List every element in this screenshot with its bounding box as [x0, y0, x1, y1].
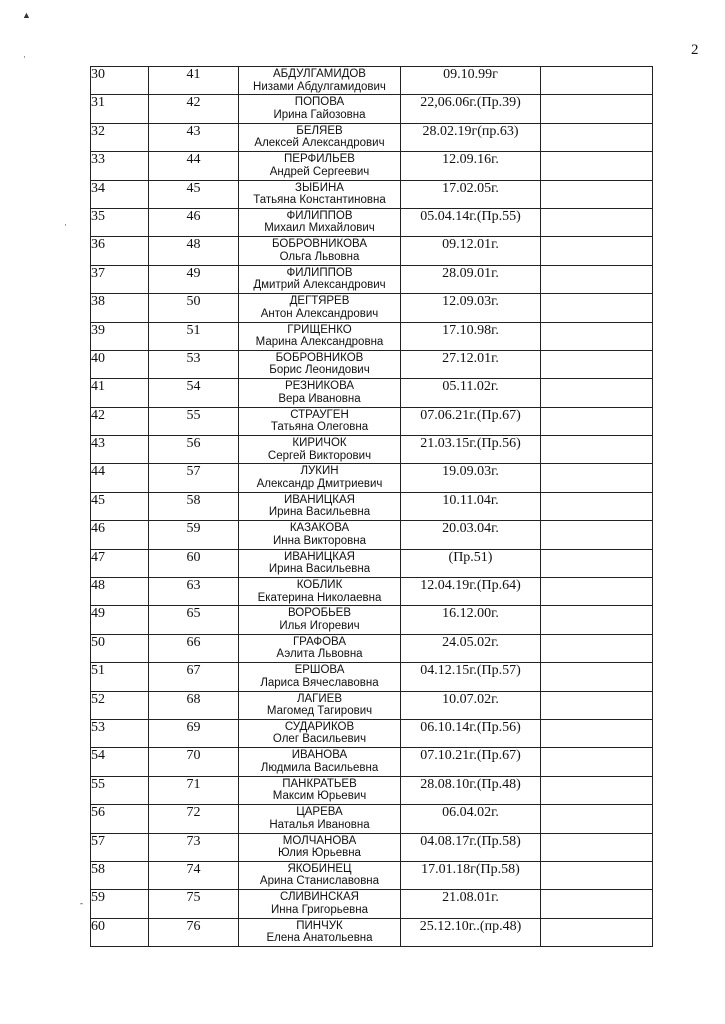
record-id-cell: 71: [149, 776, 239, 804]
empty-cell: [541, 634, 653, 662]
person-name-cell: [239, 208, 401, 236]
page-number: 2: [691, 42, 699, 58]
row-number-cell: 32: [91, 123, 149, 151]
date-cell: 12.04.19г.(Пр.64): [401, 578, 541, 606]
record-id-cell: 72: [149, 805, 239, 833]
record-id-cell: 43: [149, 123, 239, 151]
given-names: Дмитрий Александрович: [253, 279, 386, 292]
empty-cell: [541, 663, 653, 691]
empty-cell: [541, 861, 653, 889]
surname: СТРАУГЕН: [290, 408, 349, 421]
table-row: [91, 407, 653, 435]
record-id-cell: 42: [149, 95, 239, 123]
surname: РЕЗНИКОВА: [284, 380, 355, 393]
empty-cell: [541, 805, 653, 833]
date-cell: 21.08.01г.: [401, 890, 541, 918]
surname: ФИЛИППОВ: [286, 209, 353, 222]
record-id-cell: 54: [149, 379, 239, 407]
table-row: [91, 123, 653, 151]
given-names: Арина Станиславовна: [259, 875, 380, 888]
table-row: [91, 322, 653, 350]
surname: ВОРОБЬЕВ: [287, 607, 352, 620]
person-name-cell: [239, 691, 401, 719]
empty-cell: [541, 350, 653, 378]
date-cell: 07.06.21г.(Пр.67): [401, 407, 541, 435]
table-row: [91, 208, 653, 236]
empty-cell: [541, 152, 653, 180]
given-names: Алексей Александрович: [254, 137, 385, 150]
table-row: [91, 521, 653, 549]
given-names: Вера Ивановна: [278, 392, 361, 405]
row-number-cell: 40: [91, 350, 149, 378]
table-row: [91, 691, 653, 719]
given-names: Олег Васильевич: [272, 733, 367, 746]
person-name-cell: [239, 407, 401, 435]
row-number-cell: 37: [91, 265, 149, 293]
row-number-cell: 60: [91, 918, 149, 946]
given-names: Максим Юрьевич: [272, 790, 367, 803]
record-id-cell: 66: [149, 634, 239, 662]
empty-cell: [541, 180, 653, 208]
person-name-cell: [239, 805, 401, 833]
table-row: [91, 776, 653, 804]
empty-cell: [541, 294, 653, 322]
register-table: [90, 66, 653, 947]
table-row: [91, 634, 653, 662]
surname: БОБРОВНИКОВ: [275, 351, 364, 364]
table-row: [91, 719, 653, 747]
row-number-cell: 58: [91, 861, 149, 889]
given-names: Лариса Вячеславовна: [260, 676, 379, 689]
date-cell: 05.11.02г.: [401, 379, 541, 407]
row-number-cell: 54: [91, 748, 149, 776]
row-number-cell: 35: [91, 208, 149, 236]
scan-speck: ▲: [22, 10, 31, 20]
surname: КОБЛИК: [296, 579, 343, 592]
record-id-cell: 68: [149, 691, 239, 719]
empty-cell: [541, 95, 653, 123]
row-number-cell: 36: [91, 237, 149, 265]
row-number-cell: 30: [91, 67, 149, 95]
date-cell: 17.10.98г.: [401, 322, 541, 350]
surname: ГРИЩЕНКО: [287, 323, 352, 336]
empty-cell: [541, 776, 653, 804]
table-row: [91, 464, 653, 492]
given-names: Татьяна Константиновна: [253, 194, 386, 207]
row-number-cell: 55: [91, 776, 149, 804]
given-names: Ирина Васильевна: [268, 563, 371, 576]
table-row: [91, 152, 653, 180]
person-name-cell: [239, 890, 401, 918]
row-number-cell: 43: [91, 436, 149, 464]
record-id-cell: 56: [149, 436, 239, 464]
table-row: [91, 549, 653, 577]
person-name-cell: [239, 436, 401, 464]
date-cell: 05.04.14г.(Пр.55): [401, 208, 541, 236]
person-name-cell: [239, 464, 401, 492]
surname: СУДАРИКОВ: [284, 720, 355, 733]
surname: ЦАРЕВА: [296, 806, 343, 819]
empty-cell: [541, 407, 653, 435]
record-id-cell: 74: [149, 861, 239, 889]
record-id-cell: 45: [149, 180, 239, 208]
surname: АБДУЛГАМИДОВ: [273, 68, 366, 80]
person-name-cell: [239, 322, 401, 350]
record-id-cell: 41: [149, 67, 239, 95]
given-names: Низами Абдулгамидович: [253, 80, 386, 93]
surname: ПАНКРАТЬЕВ: [282, 777, 357, 790]
given-names: Наталья Ивановна: [269, 818, 370, 831]
person-name-cell: [239, 549, 401, 577]
person-name-cell: [239, 776, 401, 804]
record-id-cell: 55: [149, 407, 239, 435]
table-row: [91, 294, 653, 322]
row-number-cell: 31: [91, 95, 149, 123]
date-cell: 07.10.21г.(Пр.67): [401, 748, 541, 776]
surname: КИРИЧОК: [292, 437, 347, 450]
empty-cell: [541, 833, 653, 861]
record-id-cell: 76: [149, 918, 239, 946]
surname: ИВАНИЦКАЯ: [284, 493, 355, 506]
row-number-cell: 41: [91, 379, 149, 407]
given-names: Александр Дмитриевич: [256, 477, 383, 490]
empty-cell: [541, 265, 653, 293]
surname: СЛИВИНСКАЯ: [280, 891, 359, 904]
person-name-cell: [239, 833, 401, 861]
row-number-cell: 48: [91, 578, 149, 606]
given-names: Елена Анатольевна: [266, 932, 373, 945]
table-row: [91, 833, 653, 861]
table-row: [91, 67, 653, 95]
person-name-cell: [239, 521, 401, 549]
date-cell: 12.09.03г.: [401, 294, 541, 322]
empty-cell: [541, 379, 653, 407]
person-name-cell: [239, 123, 401, 151]
empty-cell: [541, 748, 653, 776]
row-number-cell: 56: [91, 805, 149, 833]
person-name-cell: [239, 861, 401, 889]
date-cell: 21.03.15г.(Пр.56): [401, 436, 541, 464]
row-number-cell: 34: [91, 180, 149, 208]
record-id-cell: 63: [149, 578, 239, 606]
row-number-cell: 49: [91, 606, 149, 634]
record-id-cell: 46: [149, 208, 239, 236]
row-number-cell: 33: [91, 152, 149, 180]
surname: БОБРОВНИКОВА: [272, 238, 367, 251]
given-names: Людмила Васильевна: [260, 761, 379, 774]
surname: ДЕГТЯРЕВ: [289, 295, 350, 308]
row-number-cell: 51: [91, 663, 149, 691]
given-names: Инна Григорьевна: [271, 903, 368, 916]
person-name-cell: [239, 237, 401, 265]
empty-cell: [541, 549, 653, 577]
date-cell: 28.08.10г.(Пр.48): [401, 776, 541, 804]
person-name-cell: [239, 152, 401, 180]
given-names: Аэлита Львовна: [276, 648, 363, 661]
person-name-cell: [239, 634, 401, 662]
record-id-cell: 67: [149, 663, 239, 691]
record-id-cell: 59: [149, 521, 239, 549]
row-number-cell: 45: [91, 492, 149, 520]
date-cell: 27.12.01г.: [401, 350, 541, 378]
empty-cell: [541, 719, 653, 747]
surname: КАЗАКОВА: [289, 522, 350, 535]
empty-cell: [541, 492, 653, 520]
person-name-cell: [239, 918, 401, 946]
surname: МОЛЧАНОВА: [282, 834, 357, 847]
record-id-cell: 48: [149, 237, 239, 265]
record-id-cell: 65: [149, 606, 239, 634]
given-names: Екатерина Николаевна: [257, 591, 382, 604]
empty-cell: [541, 890, 653, 918]
surname: ПИНЧУК: [296, 919, 343, 932]
record-id-cell: 51: [149, 322, 239, 350]
empty-cell: [541, 123, 653, 151]
table-row: [91, 578, 653, 606]
surname: ИВАНИЦКАЯ: [284, 550, 355, 563]
date-cell: 24.05.02г.: [401, 634, 541, 662]
surname: ЗЫБИНА: [295, 181, 344, 194]
record-id-cell: 70: [149, 748, 239, 776]
empty-cell: [541, 691, 653, 719]
table-row: [91, 805, 653, 833]
date-cell: (Пр.51): [401, 549, 541, 577]
record-id-cell: 73: [149, 833, 239, 861]
given-names: Андрей Сергеевич: [269, 165, 370, 178]
row-number-cell: 44: [91, 464, 149, 492]
surname: ЕРШОВА: [294, 664, 345, 677]
table-row: [91, 350, 653, 378]
person-name-cell: [239, 265, 401, 293]
table-row: [91, 379, 653, 407]
surname: ПОПОВА: [294, 96, 345, 109]
given-names: Юлия Юрьевна: [278, 847, 361, 860]
table-row: [91, 492, 653, 520]
date-cell: 25.12.10г..(пр.48): [401, 918, 541, 946]
given-names: Магомед Тагирович: [266, 705, 373, 718]
row-number-cell: 59: [91, 890, 149, 918]
surname: БЕЛЯЕВ: [296, 124, 343, 137]
empty-cell: [541, 464, 653, 492]
table-row: [91, 95, 653, 123]
given-names: Ольга Львовна: [279, 250, 360, 263]
empty-cell: [541, 606, 653, 634]
given-names: Ирина Васильевна: [268, 506, 371, 519]
empty-cell: [541, 67, 653, 95]
given-names: Михаил Михайлович: [264, 222, 375, 235]
date-cell: 06.10.14г.(Пр.56): [401, 719, 541, 747]
given-names: Илья Игоревич: [279, 619, 360, 632]
given-names: Марина Александровна: [255, 336, 384, 349]
person-name-cell: [239, 180, 401, 208]
table-row: [91, 890, 653, 918]
person-name-cell: [239, 748, 401, 776]
date-cell: 17.02.05г.: [401, 180, 541, 208]
surname: ЛУКИН: [300, 465, 339, 478]
date-cell: 06.04.02г.: [401, 805, 541, 833]
date-cell: 10.07.02г.: [401, 691, 541, 719]
scan-speck: ·: [23, 52, 26, 62]
person-name-cell: [239, 350, 401, 378]
row-number-cell: 50: [91, 634, 149, 662]
row-number-cell: 38: [91, 294, 149, 322]
row-number-cell: 53: [91, 719, 149, 747]
record-id-cell: 50: [149, 294, 239, 322]
row-number-cell: 39: [91, 322, 149, 350]
date-cell: 04.08.17г.(Пр.58): [401, 833, 541, 861]
person-name-cell: [239, 578, 401, 606]
given-names: Сергей Викторович: [267, 449, 372, 462]
empty-cell: [541, 918, 653, 946]
date-cell: 19.09.03г.: [401, 464, 541, 492]
record-id-cell: 49: [149, 265, 239, 293]
surname: ПЕРФИЛЬЕВ: [284, 153, 355, 166]
record-id-cell: 44: [149, 152, 239, 180]
table-row: [91, 861, 653, 889]
scan-speck: ·: [64, 220, 67, 230]
record-id-cell: 69: [149, 719, 239, 747]
person-name-cell: [239, 719, 401, 747]
date-cell: 17.01.18г(Пр.58): [401, 861, 541, 889]
row-number-cell: 47: [91, 549, 149, 577]
person-name-cell: [239, 379, 401, 407]
table-row: [91, 436, 653, 464]
record-id-cell: 75: [149, 890, 239, 918]
surname: ФИЛИППОВ: [286, 266, 353, 279]
record-id-cell: 58: [149, 492, 239, 520]
row-number-cell: 42: [91, 407, 149, 435]
row-number-cell: 52: [91, 691, 149, 719]
date-cell: 20.03.04г.: [401, 521, 541, 549]
date-cell: 09.12.01г.: [401, 237, 541, 265]
empty-cell: [541, 578, 653, 606]
table-row: [91, 748, 653, 776]
surname: ГРАФОВА: [292, 635, 347, 648]
date-cell: 12.09.16г.: [401, 152, 541, 180]
person-name-cell: [239, 294, 401, 322]
date-cell: 04.12.15г.(Пр.57): [401, 663, 541, 691]
record-id-cell: 57: [149, 464, 239, 492]
surname: ЯКОБИНЕЦ: [287, 862, 352, 875]
given-names: Татьяна Олеговна: [270, 421, 369, 434]
given-names: Ирина Гайозовна: [273, 108, 366, 121]
record-id-cell: 60: [149, 549, 239, 577]
person-name-cell: [239, 492, 401, 520]
date-cell: 22,06.06г.(Пр.39): [401, 95, 541, 123]
date-cell: 10.11.04г.: [401, 492, 541, 520]
date-cell: 28.02.19г(пр.63): [401, 123, 541, 151]
empty-cell: [541, 521, 653, 549]
row-number-cell: 57: [91, 833, 149, 861]
empty-cell: [541, 208, 653, 236]
surname: ИВАНОВА: [291, 749, 348, 762]
scan-speck: -: [80, 898, 83, 908]
person-name-cell: [239, 95, 401, 123]
person-name-cell: [239, 67, 401, 95]
date-cell: 16.12.00г.: [401, 606, 541, 634]
date-cell: 28.09.01г.: [401, 265, 541, 293]
empty-cell: [541, 322, 653, 350]
table-row: [91, 237, 653, 265]
empty-cell: [541, 436, 653, 464]
table-row: [91, 918, 653, 946]
person-name-cell: [239, 606, 401, 634]
given-names: Борис Леонидович: [269, 364, 370, 377]
given-names: Инна Викторовна: [273, 534, 366, 547]
table-row: [91, 606, 653, 634]
table-row: [91, 265, 653, 293]
empty-cell: [541, 237, 653, 265]
date-cell: 09.10.99г: [401, 67, 541, 95]
person-name-cell: [239, 663, 401, 691]
given-names: Антон Александрович: [260, 307, 379, 320]
table-row: [91, 180, 653, 208]
record-id-cell: 53: [149, 350, 239, 378]
surname: ЛАГИЕВ: [296, 692, 343, 705]
row-number-cell: 46: [91, 521, 149, 549]
table-row: [91, 663, 653, 691]
